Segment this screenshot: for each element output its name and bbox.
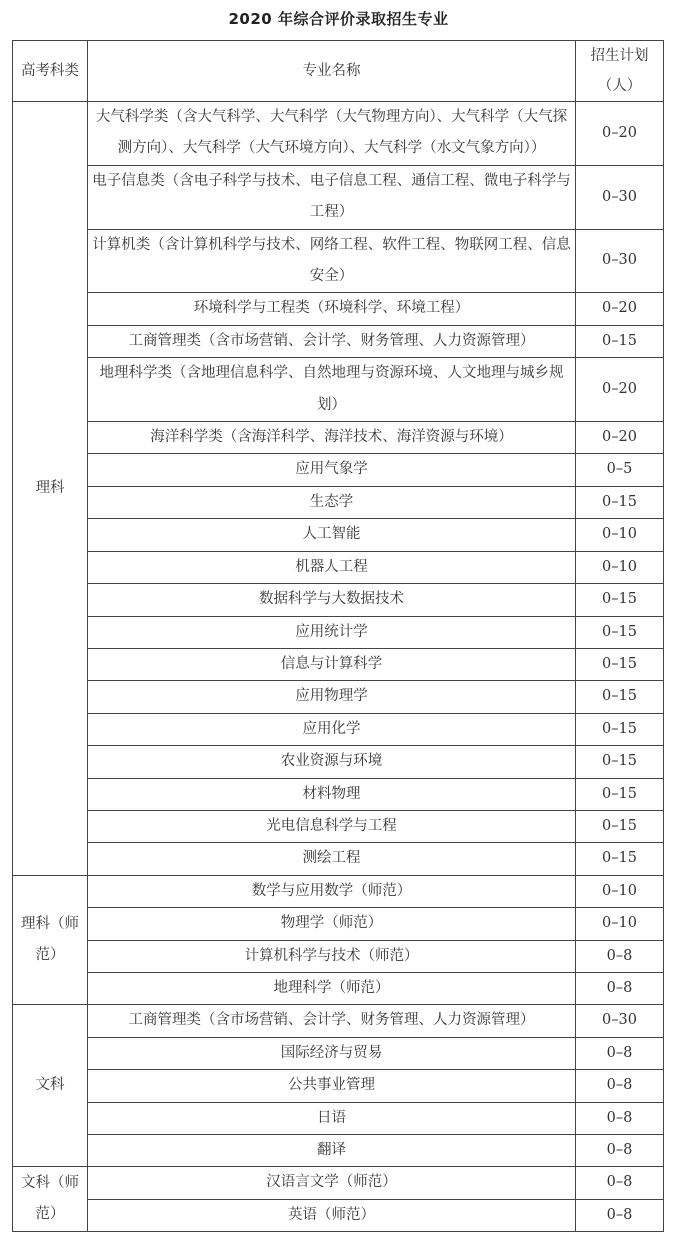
table-row <box>13 940 664 972</box>
table-row <box>13 1070 664 1102</box>
plan-cell: 0–10 <box>576 908 664 940</box>
table-row <box>13 422 664 454</box>
plan-cell: 0–10 <box>576 875 664 907</box>
major-cell: 人工智能 <box>88 519 576 551</box>
major-cell: 机器人工程 <box>88 551 576 583</box>
table-row <box>13 1005 664 1037</box>
major-cell: 汉语言文学（师范） <box>88 1167 576 1199</box>
table-row <box>13 1037 664 1069</box>
plan-cell: 0–8 <box>576 972 664 1004</box>
major-cell: 翻译 <box>88 1135 576 1167</box>
table-row <box>13 778 664 810</box>
table-row <box>13 1135 664 1167</box>
table-row <box>13 584 664 616</box>
table-row <box>13 1167 664 1199</box>
table-row <box>13 616 664 648</box>
plan-cell: 0–15 <box>576 616 664 648</box>
table-row <box>13 875 664 907</box>
plan-cell: 0–15 <box>576 486 664 518</box>
table-row <box>13 843 664 875</box>
major-cell: 地理科学（师范） <box>88 972 576 1004</box>
table-row <box>13 1199 664 1231</box>
plan-cell: 0–30 <box>576 1005 664 1037</box>
plan-cell: 0–15 <box>576 648 664 680</box>
major-cell: 国际经济与贸易 <box>88 1037 576 1069</box>
plan-cell: 0–15 <box>576 325 664 357</box>
plan-cell: 0–15 <box>576 746 664 778</box>
major-cell: 光电信息科学与工程 <box>88 810 576 842</box>
table-row <box>13 486 664 518</box>
header-category: 高考科类 <box>13 41 88 102</box>
table-row <box>13 293 664 325</box>
plan-cell: 0–15 <box>576 810 664 842</box>
category-cell: 理科（师范） <box>13 875 88 1005</box>
major-cell: 应用统计学 <box>88 616 576 648</box>
major-cell: 工商管理类（含市场营销、会计学、财务管理、人力资源管理） <box>88 325 576 357</box>
major-cell: 信息与计算科学 <box>88 648 576 680</box>
table-row <box>13 454 664 486</box>
major-cell: 环境科学与工程类（环境科学、环境工程） <box>88 293 576 325</box>
plan-cell: 0–8 <box>576 1199 664 1231</box>
major-cell: 生态学 <box>88 486 576 518</box>
category-cell: 文科 <box>13 1005 88 1167</box>
plan-cell: 0–8 <box>576 940 664 972</box>
plan-cell: 0–8 <box>576 1037 664 1069</box>
major-cell: 材料物理 <box>88 778 576 810</box>
major-cell: 电子信息类（含电子科学与技术、电子信息工程、通信工程、微电子科学与工程） <box>88 165 576 229</box>
plan-cell: 0–30 <box>576 165 664 229</box>
category-cell: 文科（师范） <box>13 1167 88 1232</box>
major-cell: 大气科学类（含大气科学、大气科学（大气物理方向）、大气科学（大气探测方向）、大气科学（大气环境方向）、大气科学（水文气象方向）） <box>88 102 576 166</box>
table-row <box>13 325 664 357</box>
table-row <box>13 681 664 713</box>
table-row <box>13 1102 664 1134</box>
header-plan <box>576 41 664 102</box>
plan-cell: 0–10 <box>576 519 664 551</box>
plan-cell: 0–20 <box>576 102 664 166</box>
major-cell: 工商管理类（含市场营销、会计学、财务管理、人力资源管理） <box>88 1005 576 1037</box>
major-cell: 数学与应用数学（师范） <box>88 875 576 907</box>
table-row <box>13 519 664 551</box>
major-cell: 农业资源与环境 <box>88 746 576 778</box>
table-row <box>13 972 664 1004</box>
table-row <box>13 713 664 745</box>
header-major: 专业名称 <box>88 41 576 102</box>
major-cell: 物理学（师范） <box>88 908 576 940</box>
major-cell: 地理科学类（含地理信息科学、自然地理与资源环境、人文地理与城乡规划） <box>88 358 576 422</box>
major-cell: 英语（师范） <box>88 1199 576 1231</box>
plan-cell: 0–20 <box>576 422 664 454</box>
table-row <box>13 648 664 680</box>
major-cell: 测绘工程 <box>88 843 576 875</box>
plan-cell: 0–15 <box>576 681 664 713</box>
plan-cell: 0–15 <box>576 778 664 810</box>
table-row <box>13 810 664 842</box>
table-header-row <box>13 41 664 102</box>
table-body <box>13 102 664 1232</box>
major-cell: 数据科学与大数据技术 <box>88 584 576 616</box>
table-row <box>13 551 664 583</box>
major-cell: 海洋科学类（含海洋科学、海洋技术、海洋资源与环境） <box>88 422 576 454</box>
plan-cell: 0–20 <box>576 358 664 422</box>
major-cell: 应用气象学 <box>88 454 576 486</box>
major-cell: 计算机类（含计算机科学与技术、网络工程、软件工程、物联网工程、信息安全） <box>88 229 576 293</box>
major-cell: 应用物理学 <box>88 681 576 713</box>
plan-cell: 0–10 <box>576 551 664 583</box>
plan-cell: 0–15 <box>576 713 664 745</box>
major-cell: 日语 <box>88 1102 576 1134</box>
table-row <box>13 229 664 293</box>
table-row <box>13 746 664 778</box>
plan-cell: 0–8 <box>576 1167 664 1199</box>
table-row <box>13 102 664 166</box>
plan-cell: 0–15 <box>576 843 664 875</box>
plan-cell: 0–15 <box>576 584 664 616</box>
header-plan-line1: 招生计划 <box>590 48 649 64</box>
major-cell: 公共事业管理 <box>88 1070 576 1102</box>
plan-cell: 0–20 <box>576 293 664 325</box>
plan-cell: 0–8 <box>576 1102 664 1134</box>
document-title: 2020 年综合评价录取招生专业 <box>228 10 449 28</box>
admission-majors-table <box>12 40 664 1232</box>
table-row <box>13 908 664 940</box>
table-row <box>13 358 664 422</box>
plan-cell: 0–8 <box>576 1070 664 1102</box>
major-cell: 计算机科学与技术（师范） <box>88 940 576 972</box>
header-plan-line2: （人） <box>597 78 642 94</box>
table-row <box>13 165 664 229</box>
plan-cell: 0–5 <box>576 454 664 486</box>
major-cell: 应用化学 <box>88 713 576 745</box>
plan-cell: 0–30 <box>576 229 664 293</box>
plan-cell: 0–8 <box>576 1135 664 1167</box>
category-cell: 理科 <box>13 102 88 876</box>
